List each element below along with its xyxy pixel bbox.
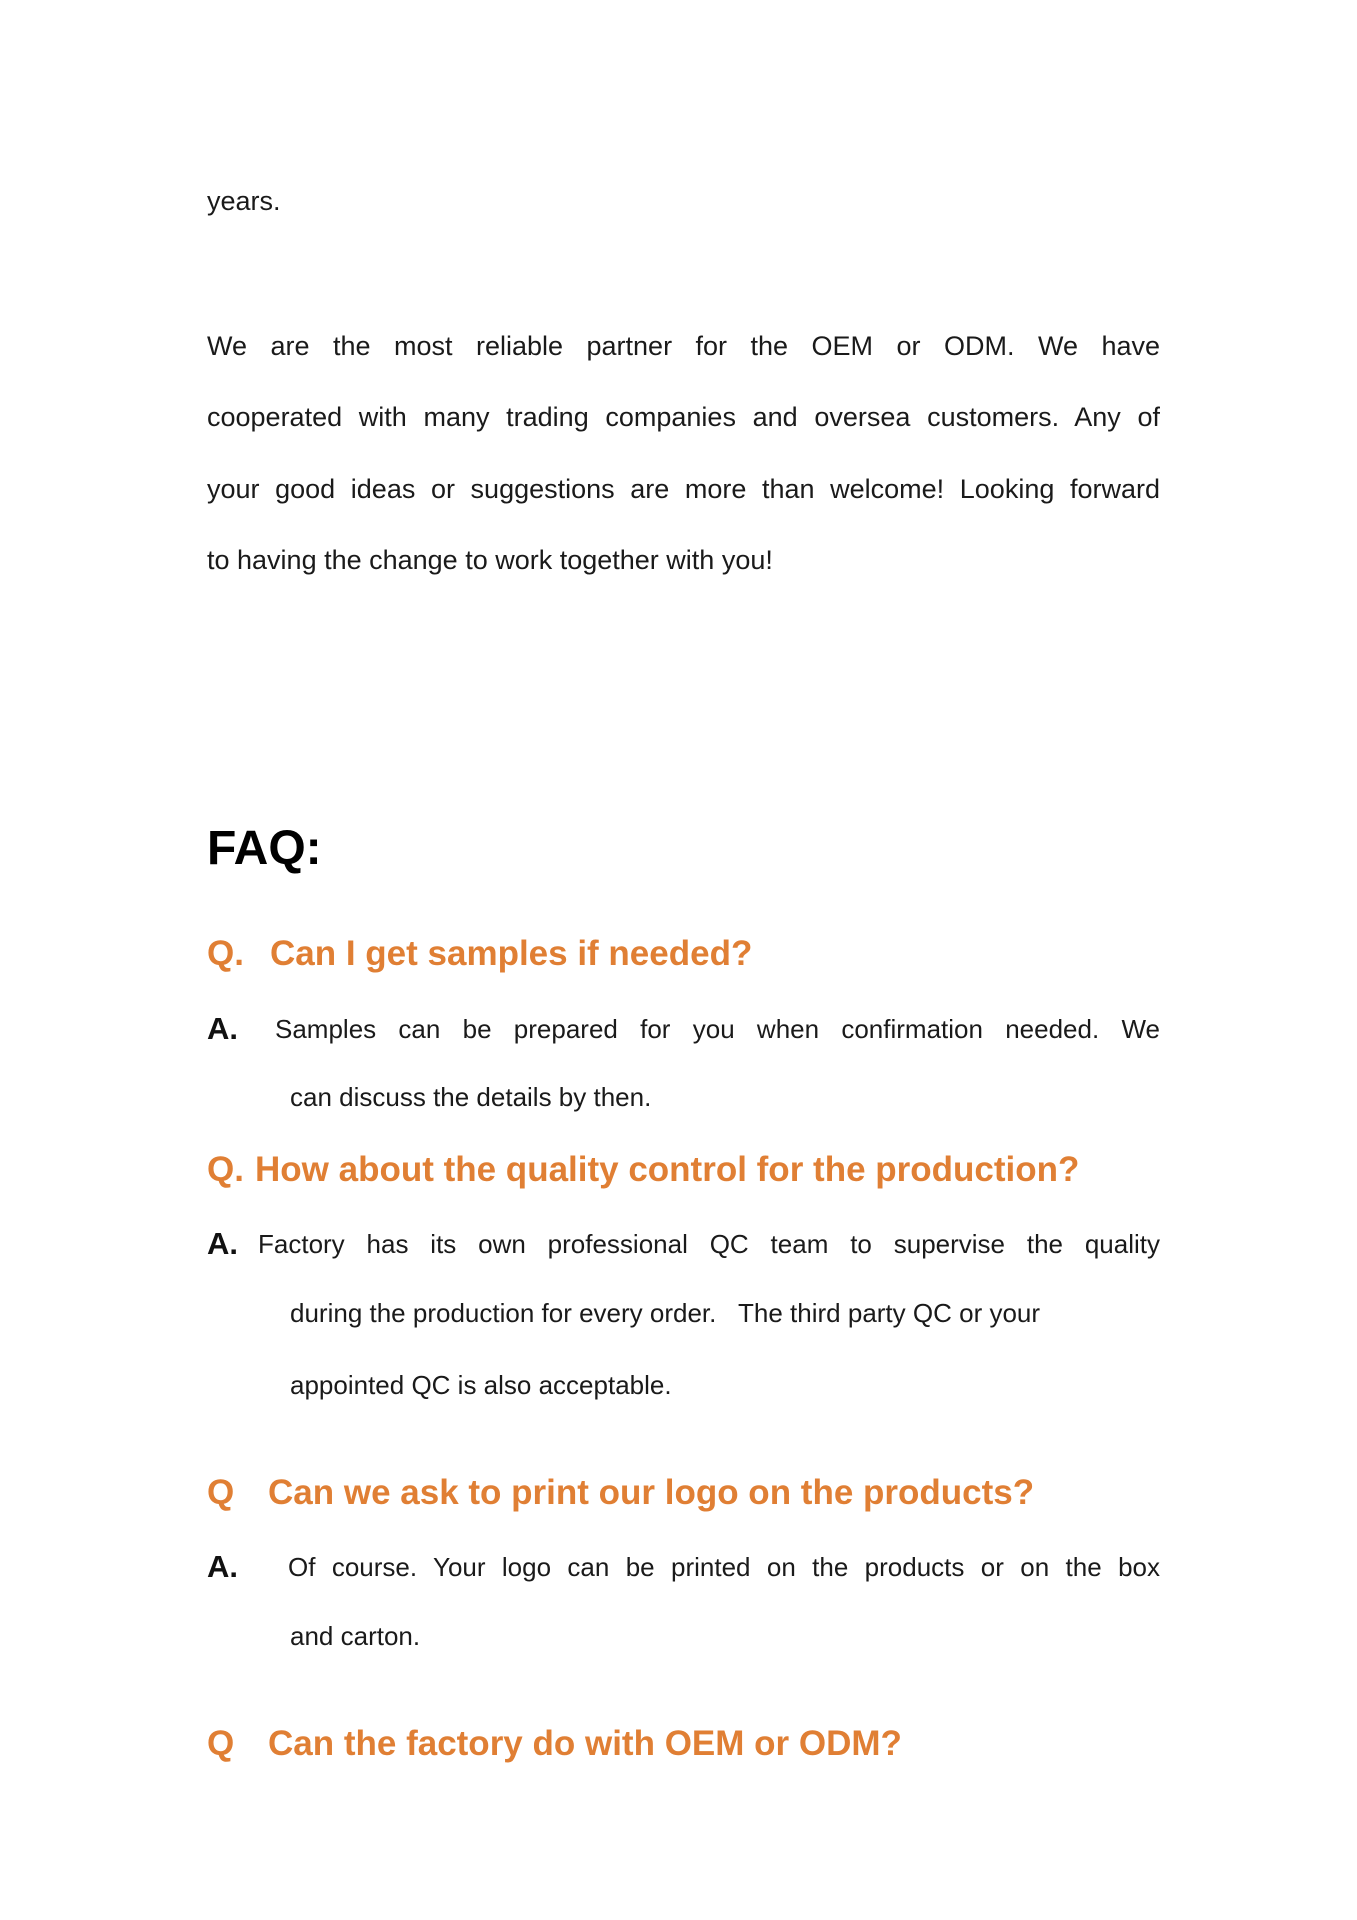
question-label: Q bbox=[207, 1724, 235, 1763]
question-text: Can we ask to print our logo on the products? bbox=[268, 1473, 1035, 1512]
answer-label: A. bbox=[207, 1011, 238, 1046]
question-text: Can the factory do with OEM or ODM? bbox=[268, 1724, 902, 1763]
question-text: Can I get samples if needed? bbox=[270, 934, 753, 973]
answer-line: appointed QC is also acceptable. bbox=[290, 1370, 672, 1400]
question-label: Q. bbox=[207, 934, 244, 973]
intro-tail: years. bbox=[207, 186, 281, 216]
answer-label: A. bbox=[207, 1549, 238, 1584]
intro-line: to having the change to work together with you! bbox=[207, 545, 773, 575]
question-text: How about the quality control for the production? bbox=[255, 1150, 1080, 1189]
answer-line: can discuss the details by then. bbox=[290, 1082, 652, 1112]
intro-line: We are the most reliable partner for the OEM or ODM. We have bbox=[207, 331, 1160, 361]
intro-line: cooperated with many trading companies and oversea customers. Any of bbox=[207, 402, 1160, 432]
answer-line: Of course. Your logo can be printed on the products or on the box bbox=[288, 1552, 1160, 1582]
answer-line: and carton. bbox=[290, 1621, 421, 1651]
question-label: Q bbox=[207, 1473, 235, 1512]
intro-line: your good ideas or suggestions are more than welcome! Looking forward bbox=[207, 474, 1160, 504]
question-label: Q. bbox=[207, 1150, 244, 1189]
answer-line: Samples can be prepared for you when confirmation needed. We bbox=[275, 1014, 1160, 1044]
answer-line: during the production for every order. The third party QC or your bbox=[290, 1298, 1041, 1328]
faq-title: FAQ: bbox=[207, 822, 322, 875]
answer-line: Factory has its own professional QC team to supervise the quality bbox=[258, 1229, 1160, 1259]
answer-label: A. bbox=[207, 1226, 238, 1261]
